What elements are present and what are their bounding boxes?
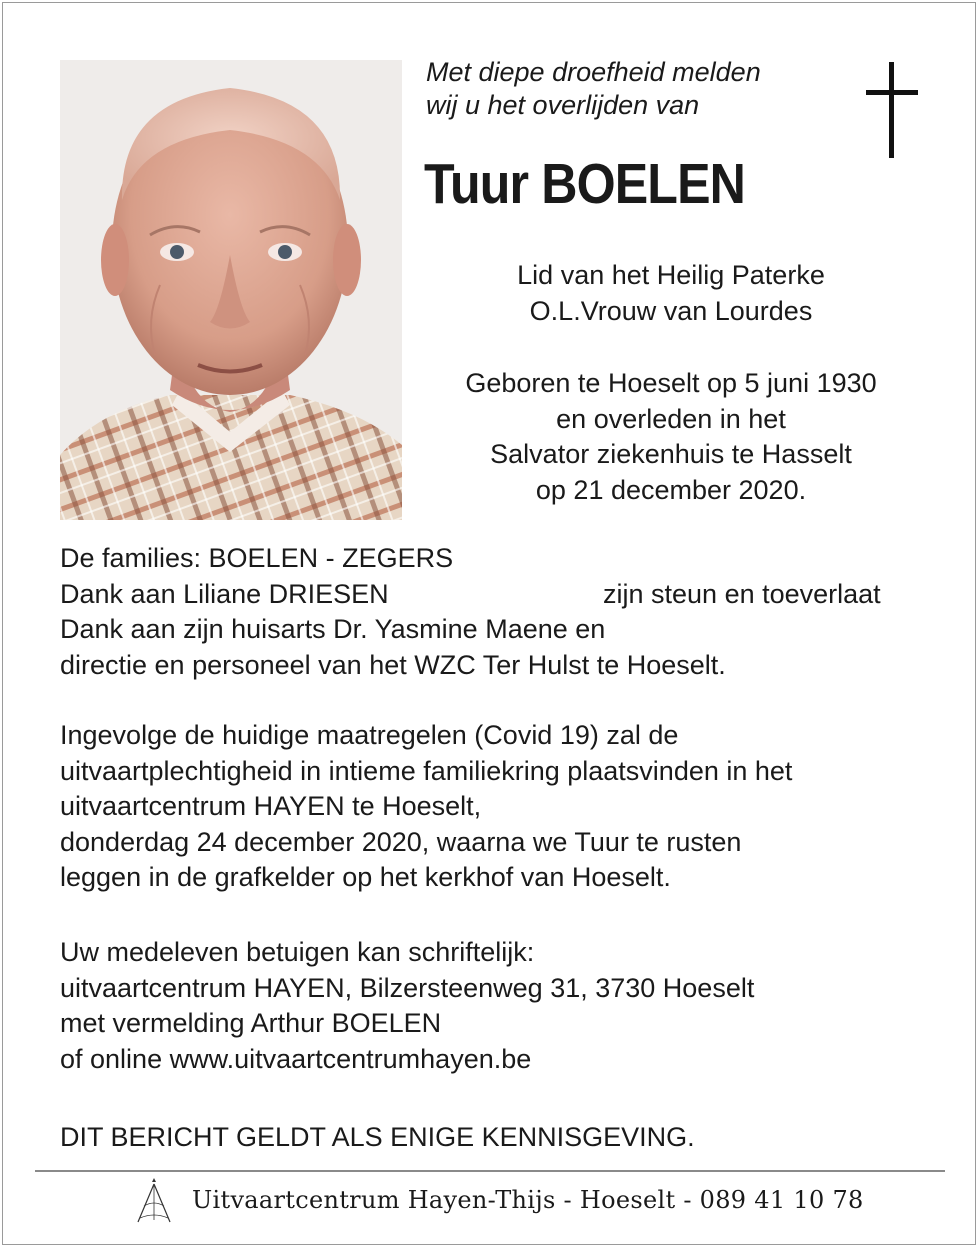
intro-line: wij u het overlijden van (426, 90, 700, 120)
birth-death-text (420, 366, 922, 508)
families-line: directie en personeel van het WZC Ter Hulst te Hoeselt. (60, 649, 726, 680)
dates-line: Salvator ziekenhuis te Hasselt (490, 439, 852, 469)
families-line: Dank aan zijn huisarts Dr. Yasmine Maene en (60, 614, 606, 644)
families-line: Dank aan Liliane DRIESEN (60, 578, 389, 609)
ceremony-line: uitvaartplechtigheid in intieme familiekring plaatsvinden in het (60, 755, 793, 786)
final-notice: DIT BERICHT GELDT ALS ENIGE KENNISGEVING. (60, 1122, 695, 1152)
support-text: zijn steun en toeverlaat (603, 579, 881, 609)
ceremony-line: uitvaartcentrum HAYEN te Hoeselt, (60, 791, 482, 821)
ceremony-line: donderdag 24 december 2020, waarna we Tuur te rusten (60, 826, 742, 857)
membership-line: Lid van het Heilig Paterke (517, 260, 825, 290)
deceased-name: Tuur BOELEN (424, 152, 745, 216)
dates-line: en overleden in het (556, 403, 786, 434)
ceremony-line: Ingevolge de huidige maatregelen (Covid 19) zal de (60, 720, 679, 750)
condolence-line: met vermelding Arthur BOELEN (60, 1008, 442, 1038)
families-line: De families: BOELEN - ZEGERS (60, 543, 454, 573)
footer-divider (35, 1170, 945, 1172)
portrait-photo (60, 60, 402, 520)
condolence-line: uitvaartcentrum HAYEN, Bilzersteenweg 31, 3730 Hoeselt (60, 972, 755, 1003)
ceremony-line: leggen in de grafkelder op het kerkhof van Hoeselt. (60, 862, 671, 892)
dates-line: Geboren te Hoeselt op 5 juni 1930 (465, 368, 877, 398)
intro-line: Met diepe droefheid melden (426, 57, 761, 87)
ceremony-block (60, 718, 792, 896)
membership-line: O.L.Vrouw van Lourdes (529, 295, 813, 326)
condolence-block (60, 935, 754, 1077)
funeral-home-logo-icon (130, 1178, 178, 1224)
cross-icon (862, 62, 922, 160)
membership-text (420, 258, 922, 329)
condolence-line: of online www.uitvaartcentrumhayen.be (60, 1043, 532, 1074)
dates-line: op 21 december 2020. (535, 474, 807, 505)
footer-contact: Uitvaartcentrum Hayen-Thijs - Hoeselt - 089 41 10 78 (192, 1186, 864, 1214)
intro-text (426, 56, 761, 122)
condolence-line: Uw medeleven betuigen kan schriftelijk: (60, 937, 535, 967)
